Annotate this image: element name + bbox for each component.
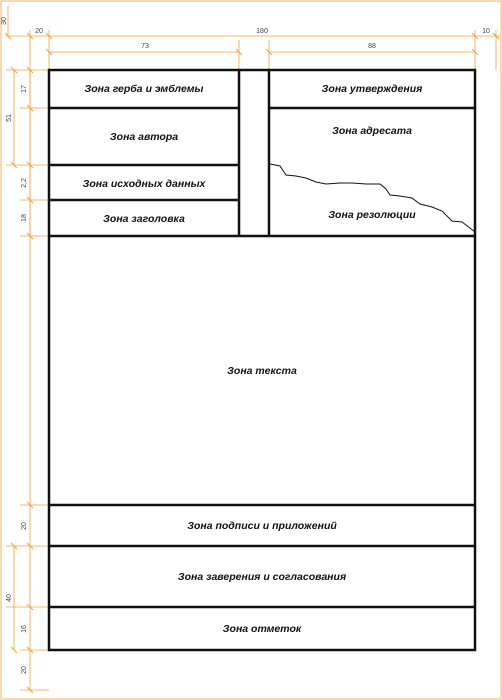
left-margin-label: 20 [35,28,43,35]
zone-marks-label: Зона отметок [222,623,302,635]
addressee-resolution-boundary [270,164,475,232]
top-margin-label: 30 [1,17,8,25]
heading-height-label: 18 [21,214,28,222]
dimension-lines [1,1,501,699]
source-data-height-label: 2,2 [21,178,28,188]
marks-height-label: 16 [21,625,28,633]
outer-frame [49,70,475,650]
zone-signature-label: Зона подписи и приложений [187,520,337,532]
zone-addressee-label: Зона адресата [332,125,412,137]
certification-height-label: 40 [6,594,13,602]
author-height-label: 51 [6,114,13,122]
zone-author-label: Зона автора [109,131,179,143]
zone-approval-label: Зона утверждения [321,83,423,95]
right-margin-label: 10 [482,28,490,35]
zone-source-data-label: Зона исходных данных [82,178,206,190]
bottom-margin-label: 20 [21,666,28,674]
zone-frames [49,70,475,650]
left-column-width-label: 73 [141,43,149,50]
zone-certification-label: Зона заверения и согласования [177,571,347,583]
zone-heading-label: Зона заголовка [103,213,185,225]
zone-resolution-label: Зона резолюции [328,209,416,221]
zone-text-label: Зона текста [227,365,297,377]
page-edge [1,1,501,699]
page-width-label: 180 [256,28,268,35]
signature-height-label: 20 [21,522,28,530]
zone-emblem-label: Зона герба и эмблемы [84,83,204,95]
right-column-width-label: 88 [368,43,376,50]
emblem-height-label: 17 [21,85,28,93]
